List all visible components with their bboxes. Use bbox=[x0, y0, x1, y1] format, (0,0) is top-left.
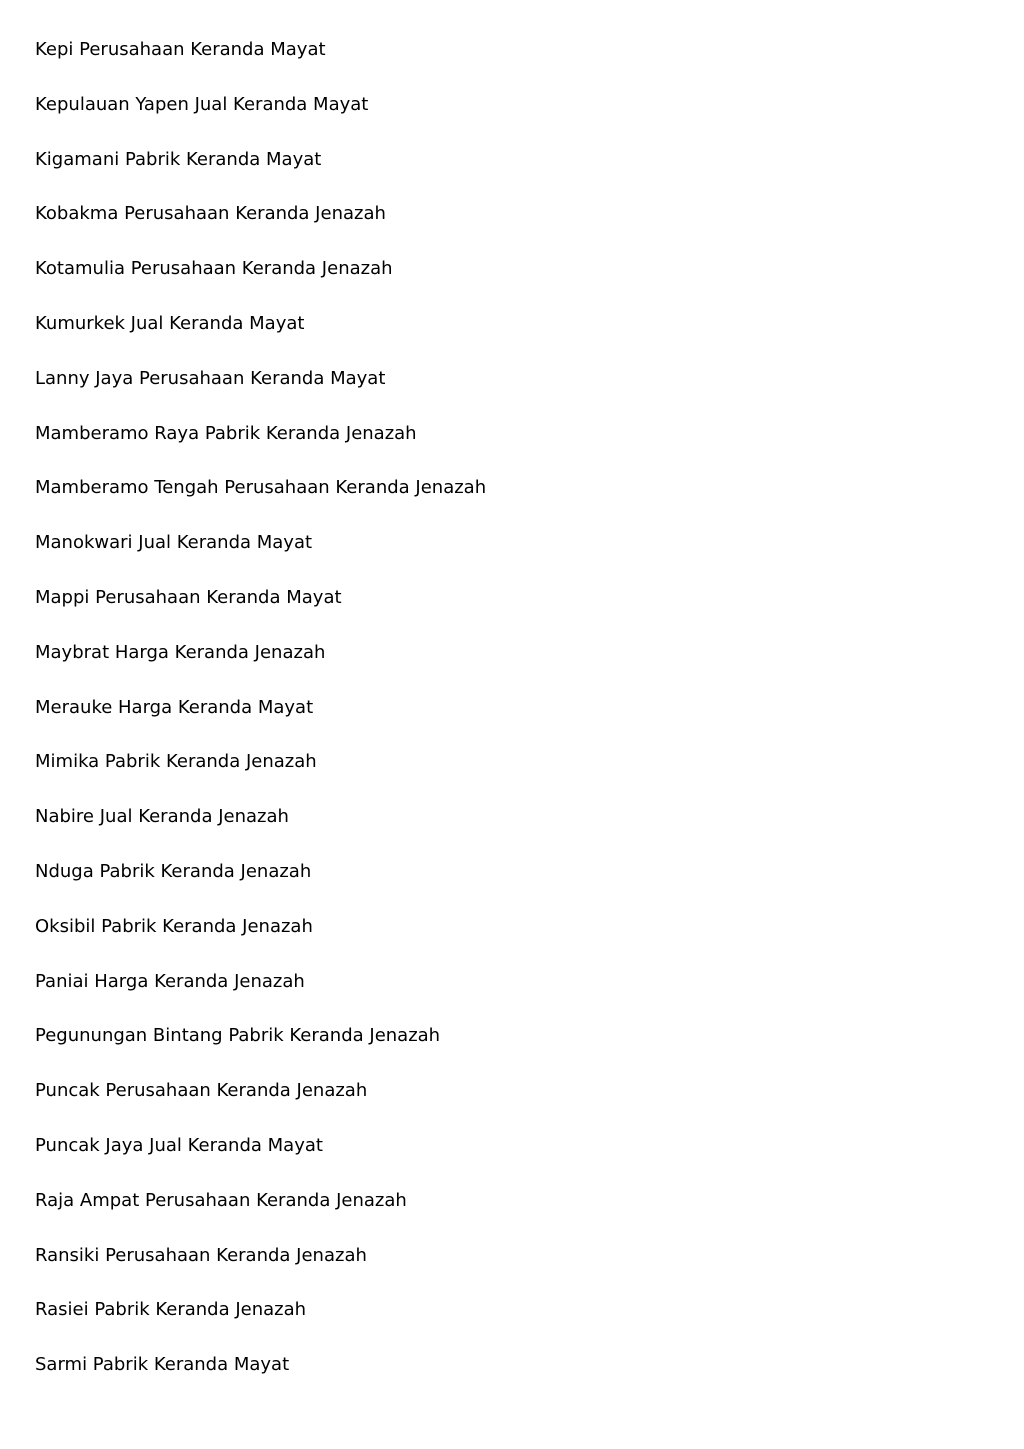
list-item bbox=[35, 1351, 486, 1406]
list-item bbox=[35, 858, 486, 913]
list-item bbox=[35, 255, 486, 310]
list-item-link[interactable]: Mimika Pabrik Keranda Jenazah bbox=[35, 751, 317, 773]
list-item bbox=[35, 310, 486, 365]
list-item bbox=[35, 474, 486, 529]
list-item-link[interactable]: Paniai Harga Keranda Jenazah bbox=[35, 970, 305, 992]
list-item-link[interactable]: Kotamulia Perusahaan Keranda Jenazah bbox=[35, 258, 393, 280]
list-item-link[interactable]: Raja Ampat Perusahaan Keranda Jenazah bbox=[35, 1189, 407, 1211]
list-item-link[interactable]: Kumurkek Jual Keranda Mayat bbox=[35, 312, 305, 334]
list-item-link[interactable]: Pegunungan Bintang Pabrik Keranda Jenazah bbox=[35, 1025, 441, 1047]
list-item bbox=[35, 748, 486, 803]
list-item bbox=[35, 1296, 486, 1351]
list-item bbox=[35, 91, 486, 146]
list-item-link[interactable]: Maybrat Harga Keranda Jenazah bbox=[35, 641, 326, 663]
list-item-link[interactable]: Mamberamo Tengah Perusahaan Keranda Jenazah bbox=[35, 477, 487, 499]
list-item-link[interactable]: Puncak Jaya Jual Keranda Mayat bbox=[35, 1134, 323, 1156]
location-link-list bbox=[35, 36, 486, 1406]
list-item-link[interactable]: Kepulauan Yapen Jual Keranda Mayat bbox=[35, 93, 369, 115]
list-item-link[interactable]: Kobakma Perusahaan Keranda Jenazah bbox=[35, 203, 386, 225]
list-item-link[interactable]: Sarmi Pabrik Keranda Mayat bbox=[35, 1354, 290, 1376]
list-item-link[interactable]: Kepi Perusahaan Keranda Mayat bbox=[35, 39, 326, 60]
list-item bbox=[35, 200, 486, 255]
list-item-link[interactable]: Kigamani Pabrik Keranda Mayat bbox=[35, 148, 322, 170]
list-item-link[interactable]: Nabire Jual Keranda Jenazah bbox=[35, 806, 289, 828]
list-item bbox=[35, 1077, 486, 1132]
list-item bbox=[35, 803, 486, 858]
list-item bbox=[35, 365, 486, 420]
list-item-link[interactable]: Rasiei Pabrik Keranda Jenazah bbox=[35, 1299, 307, 1321]
list-item bbox=[35, 146, 486, 201]
list-item-link[interactable]: Mappi Perusahaan Keranda Mayat bbox=[35, 586, 342, 608]
list-item-link[interactable]: Oksibil Pabrik Keranda Jenazah bbox=[35, 915, 313, 937]
list-item bbox=[35, 36, 486, 91]
list-item bbox=[35, 1132, 486, 1187]
list-item bbox=[35, 1242, 486, 1297]
list-item-link[interactable]: Nduga Pabrik Keranda Jenazah bbox=[35, 860, 312, 882]
list-item bbox=[35, 1022, 486, 1077]
list-item bbox=[35, 529, 486, 584]
list-item-link[interactable]: Merauke Harga Keranda Mayat bbox=[35, 696, 314, 718]
list-item-link[interactable]: Mamberamo Raya Pabrik Keranda Jenazah bbox=[35, 422, 417, 444]
list-item bbox=[35, 584, 486, 639]
list-item-link[interactable]: Manokwari Jual Keranda Mayat bbox=[35, 532, 313, 554]
list-item-link[interactable]: Puncak Perusahaan Keranda Jenazah bbox=[35, 1080, 368, 1102]
list-item-link[interactable]: Ransiki Perusahaan Keranda Jenazah bbox=[35, 1244, 367, 1266]
list-item-link[interactable]: Lanny Jaya Perusahaan Keranda Mayat bbox=[35, 367, 386, 389]
list-item bbox=[35, 968, 486, 1023]
list-item bbox=[35, 1187, 486, 1242]
list-item bbox=[35, 913, 486, 968]
list-item bbox=[35, 420, 486, 475]
list-item bbox=[35, 639, 486, 694]
list-item bbox=[35, 694, 486, 749]
